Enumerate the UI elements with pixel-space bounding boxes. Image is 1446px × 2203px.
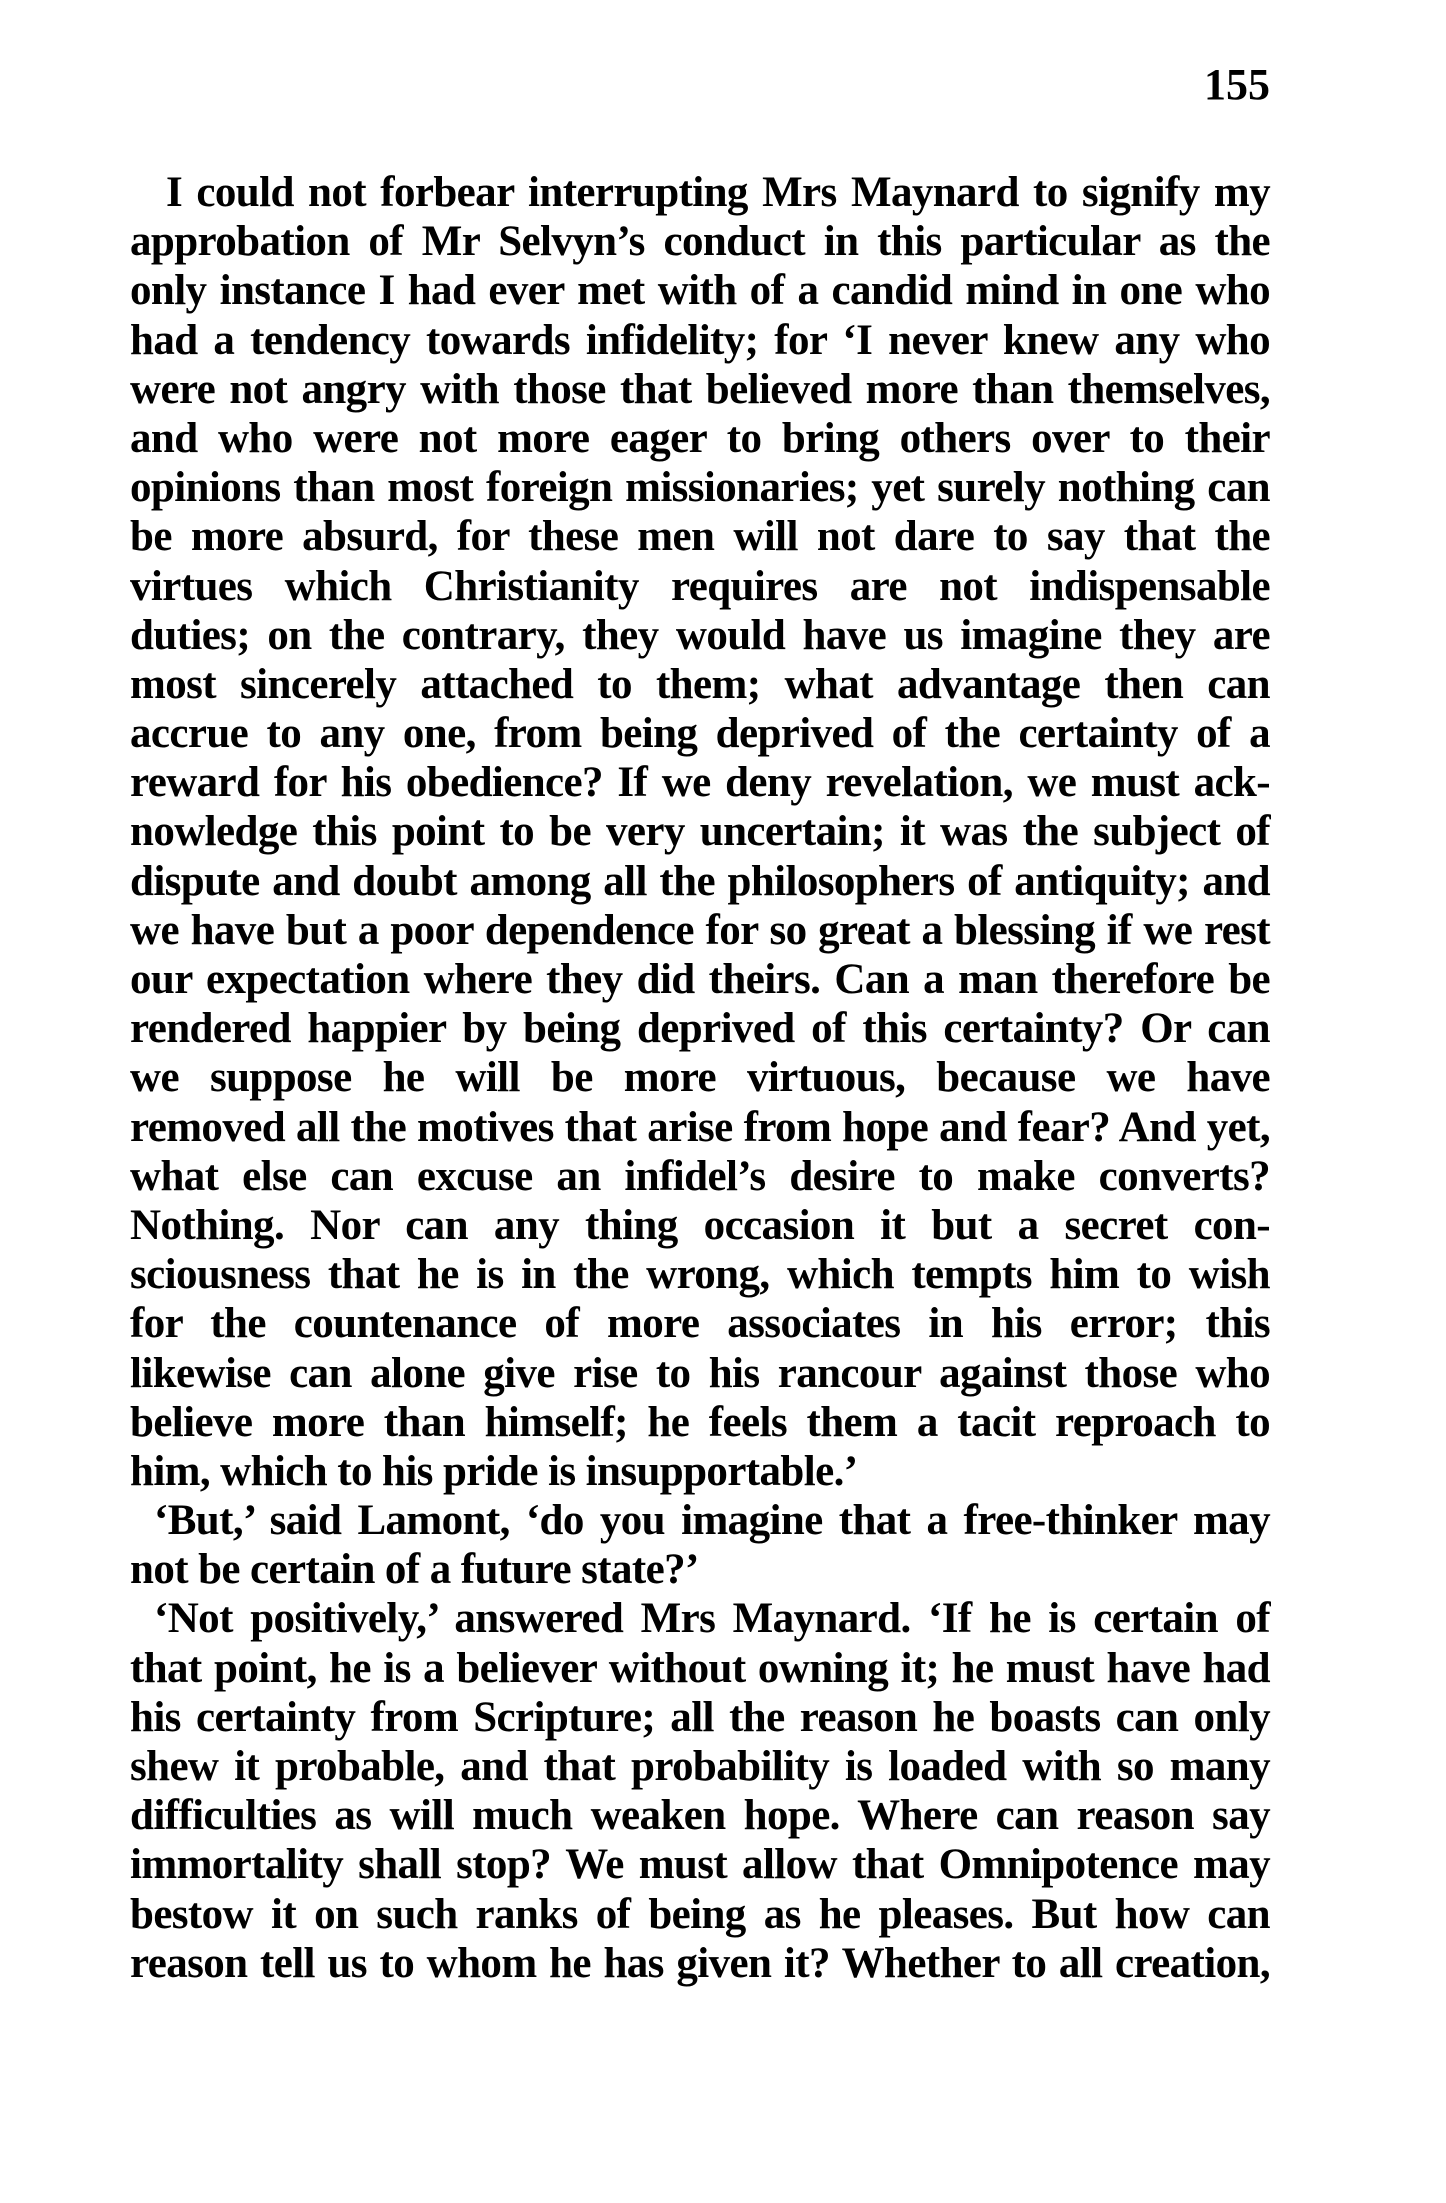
text-line: dispute and doubt among all the philosophers of antiquity; and <box>130 857 1270 905</box>
text-line: removed all the motives that arise from hope and fear? And yet, <box>130 1103 1270 1151</box>
text-line: accrue to any one, from being deprived of the certainty of a <box>130 710 1270 758</box>
body-text <box>130 168 1270 1988</box>
text-line: that point, he is a believer without owning it; he must have had <box>130 1644 1270 1692</box>
text-line: likewise can alone give rise to his rancour against those who <box>130 1349 1270 1397</box>
text-line: most sincerely attached to them; what advantage then can <box>130 660 1270 708</box>
text-line: his certainty from Scripture; all the reason he boasts can only <box>130 1693 1270 1741</box>
text-line: nowledge this point to be very uncertain; it was the subject of <box>130 808 1270 856</box>
text-line: I could not forbear interrupting Mrs Maynard to signify my <box>166 169 1270 216</box>
text-line: for the countenance of more associates in his error; this <box>130 1300 1270 1348</box>
text-line: be more absurd, for these men will not dare to say that the <box>130 513 1270 561</box>
text-line: we suppose he will be more virtuous, because we have <box>130 1054 1270 1102</box>
text-line: ‘Not positively,’ answered Mrs Maynard. ‘If he is certain of <box>154 1595 1270 1643</box>
text-line: him, which to his pride is insupportable.’ <box>130 1447 858 1495</box>
text-line: rendered happier by being deprived of this certainty? Or can <box>130 1005 1270 1053</box>
text-line: we have but a poor dependence for so great a blessing if we rest <box>130 906 1270 954</box>
paragraph <box>130 1496 1270 1594</box>
text-line: opinions than most foreign missionaries; yet surely nothing can <box>130 464 1270 512</box>
text-line: our expectation where they did theirs. Can a man therefore be <box>130 956 1270 1003</box>
text-line: believe more than himself; he feels them a tacit reproach to <box>130 1398 1270 1446</box>
text-line: bestow it on such ranks of being as he pleases. But how can <box>130 1890 1270 1938</box>
text-line: ‘But,’ said Lamont, ‘do you imagine that a free-thinker may <box>154 1497 1270 1545</box>
text-line: approbation of Mr Selvyn’s conduct in this particular as the <box>130 218 1270 266</box>
text-line: reason tell us to whom he has given it? Whether to all creation, <box>130 1939 1270 1987</box>
paragraph <box>130 168 1270 1496</box>
text-line: immortality shall stop? We must allow that Omnipotence may <box>130 1841 1270 1889</box>
text-line: difficulties as will much weaken hope. Where can reason say <box>130 1792 1270 1840</box>
paragraph <box>130 1594 1270 1988</box>
text-line: had a tendency towards infidelity; for ‘I never knew any who <box>130 316 1270 364</box>
text-line: and who were not more eager to bring others over to their <box>130 414 1270 462</box>
text-line: virtues which Christianity requires are not indispensable <box>130 562 1270 610</box>
text-line: duties; on the contrary, they would have us imagine they are <box>130 611 1270 659</box>
page-number: 155 <box>1204 60 1270 109</box>
text-line: reward for his obedience? If we deny revelation, we must ack- <box>130 759 1270 807</box>
text-line: not be certain of a future state?’ <box>130 1546 699 1594</box>
text-line: were not angry with those that believed more than themselves, <box>130 365 1270 413</box>
text-line: only instance I had ever met with of a candid mind in one who <box>130 267 1270 315</box>
text-line: sciousness that he is in the wrong, which tempts him to wish <box>130 1251 1270 1299</box>
text-line: Nothing. Nor can any thing occasion it but a secret con- <box>130 1201 1270 1249</box>
text-line: what else can excuse an infidel’s desire to make converts? <box>130 1152 1270 1200</box>
text-line: shew it probable, and that probability is loaded with so many <box>130 1743 1270 1790</box>
